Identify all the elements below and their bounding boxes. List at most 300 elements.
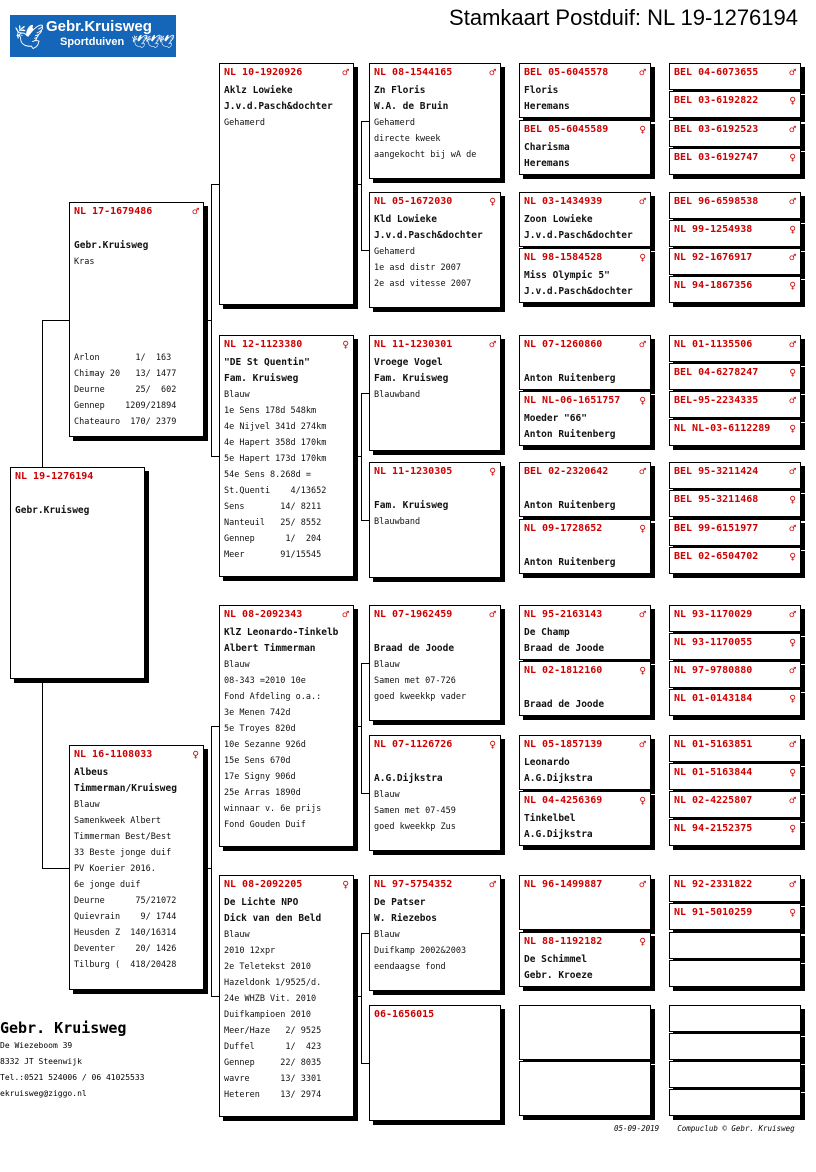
ring-number: NL 96-1499887 ♂ <box>524 878 646 891</box>
info-line <box>224 943 349 959</box>
ring-number: NL 91-5010259 ♀ <box>674 906 796 919</box>
info-line <box>74 797 199 813</box>
info-line <box>374 276 496 292</box>
sex-icon: ♀ <box>342 878 349 891</box>
ring-number: NL 19-1276194 <box>15 471 94 482</box>
ring-number: NL 08-1544165 ♂ <box>374 66 496 79</box>
pigeon-info: Duffel 1/ 423 <box>224 1042 322 1052</box>
ring-number <box>674 1091 796 1107</box>
info-line <box>224 753 349 769</box>
pigeon-name: J.v.d.Pasch&dochter <box>524 286 633 297</box>
ring-number: BEL 02-2320642 ♂ <box>524 465 646 478</box>
info-line <box>224 1023 349 1039</box>
info-line <box>224 467 349 483</box>
ring-number: NL 94-2152375 ♀ <box>674 822 796 835</box>
info-line <box>224 705 349 721</box>
pigeon-info: Gennep 1209/21894 <box>74 401 177 411</box>
pigeon-card[interactable] <box>219 335 354 577</box>
pigeon-card[interactable] <box>669 791 801 818</box>
sex-icon: ♀ <box>639 794 646 807</box>
pigeon-name: Anton Ruitenberg <box>524 557 616 568</box>
pigeon-info: Samenkweek Albert <box>74 816 161 826</box>
info-line <box>74 829 199 845</box>
ring-number: BEL 05-6045578 ♂ <box>524 66 646 79</box>
pigeon-info: Fond Afdeling o.a.: <box>224 692 322 702</box>
pigeon-name: A.G.Dijkstra <box>524 773 593 784</box>
pigeon-info: Samen met 07-459 <box>374 806 456 816</box>
ring-number: NL 04-4256369 ♀ <box>524 794 646 807</box>
page-title: Stamkaart Postduif: NL 19-1276194 <box>449 5 798 30</box>
connector-line <box>361 663 362 793</box>
info-line <box>74 957 199 973</box>
info-line <box>224 785 349 801</box>
sex-icon: ♀ <box>789 422 796 435</box>
ring-number: BEL 03-6192523 ♂ <box>674 123 796 136</box>
pigeon-card[interactable] <box>219 875 354 1117</box>
pigeon-name: Anton Ruitenberg <box>524 373 616 384</box>
connector-line <box>211 996 219 997</box>
connector-line <box>361 933 362 1063</box>
pigeon-info: 3e Menen 742d <box>224 708 291 718</box>
pigeon-name: Anton Ruitenberg <box>524 429 616 440</box>
pigeon-info: aangekocht bij wA de <box>374 150 477 160</box>
pigeon-card[interactable] <box>669 490 801 517</box>
pigeon-name: Vroege Vogel <box>374 357 443 368</box>
sex-icon: ♂ <box>489 878 496 891</box>
ring-number: NL 97-9780880 ♂ <box>674 664 796 677</box>
pigeon-name: De Patser <box>374 897 426 908</box>
ring-number: NL 92-2331822 ♂ <box>674 878 796 891</box>
ring-number: BEL 96-6598538 ♂ <box>674 195 796 208</box>
connector-line <box>354 996 361 997</box>
logo <box>10 15 176 57</box>
pigeon-name: A.G.Dijkstra <box>524 829 593 840</box>
sex-icon: ♀ <box>789 94 796 107</box>
pigeon-info: Blauwband <box>374 390 421 400</box>
pigeon-card[interactable] <box>519 605 651 660</box>
pigeon-card[interactable] <box>669 63 801 90</box>
info-line <box>374 787 496 803</box>
pigeon-info: Blauw <box>224 930 250 940</box>
ring-number: NL 03-1434939 ♂ <box>524 195 646 208</box>
sex-icon: ♂ <box>789 738 796 751</box>
sex-icon: ♀ <box>789 550 796 563</box>
connector-line <box>361 793 369 794</box>
pigeon-info: 4e Hapert 358d 170km <box>224 438 327 448</box>
info-line <box>374 228 496 244</box>
ring-number: NL 08-2092205 ♀ <box>224 878 349 891</box>
ring-number: 06-1656015 <box>374 1009 435 1020</box>
info-line <box>374 819 496 835</box>
pigeon-name: J.v.d.Pasch&dochter <box>374 230 483 241</box>
pigeon-card[interactable] <box>369 192 501 308</box>
info-line <box>74 382 199 398</box>
ring-number: NL 10-1920926 ♂ <box>224 66 349 79</box>
pigeon-info: eendaagse fond <box>374 962 446 972</box>
pigeon-card[interactable] <box>669 1005 801 1032</box>
sex-icon: ♀ <box>489 738 496 751</box>
info-line <box>374 927 496 943</box>
info-line <box>374 498 496 514</box>
pigeon-info: Blauw <box>224 660 250 670</box>
info-line <box>224 483 349 499</box>
pigeon-card[interactable] <box>669 819 801 846</box>
pigeon-info: Quievrain 9/ 1744 <box>74 912 177 922</box>
sex-icon: ♂ <box>639 465 646 478</box>
pigeon-card[interactable] <box>369 335 501 451</box>
pigeon-name: Gebr.Kruisweg <box>74 240 149 251</box>
connector-line <box>361 1063 369 1064</box>
sex-icon: ♀ <box>639 522 646 535</box>
info-line <box>524 498 646 514</box>
connector-line <box>361 121 369 122</box>
pigeon-name: Charisma <box>524 142 570 153</box>
pigeon-name: Braad de Joode <box>524 699 605 710</box>
info-line <box>524 625 646 641</box>
pigeon-card[interactable] <box>219 63 354 305</box>
info-line <box>224 625 349 641</box>
pigeon-card[interactable] <box>669 689 801 716</box>
ring-number: NL 98-1584528 ♀ <box>524 251 646 264</box>
pigeon-name: Fam. Kruisweg <box>224 373 299 384</box>
pigeon-info: 25e Arras 1890d <box>224 788 301 798</box>
pigeon-card[interactable] <box>669 462 801 489</box>
ring-number: NL 17-1679486 ♂ <box>74 205 199 218</box>
pigeon-name: Braad de Joode <box>374 643 455 654</box>
info-line <box>524 228 646 244</box>
pigeon-info: Blauw <box>374 790 400 800</box>
pigeon-card[interactable] <box>669 192 801 219</box>
pigeon-card[interactable] <box>69 202 204 437</box>
pigeon-info: Sens 14/ 8211 <box>224 502 322 512</box>
pigeon-card[interactable] <box>69 745 204 990</box>
pigeon-name: Aklz Lowieke <box>224 85 293 96</box>
ring-number <box>674 1035 796 1051</box>
pigeon-card[interactable] <box>369 875 501 991</box>
sex-icon: ♀ <box>639 664 646 677</box>
ring-number: NL 05-1857139 ♂ <box>524 738 646 751</box>
info-line <box>374 911 496 927</box>
pigeon-info: Blauw <box>374 930 400 940</box>
info-line <box>524 140 646 156</box>
sex-icon: ♂ <box>342 608 349 621</box>
pigeon-info: 6e jonge duif <box>74 880 141 890</box>
info-line <box>224 801 349 817</box>
pigeon-name: Floris <box>524 85 559 96</box>
sex-icon: ♂ <box>639 195 646 208</box>
pigeon-info: Chateauro 170/ 2379 <box>74 417 177 427</box>
pigeon-info: Gehamerd <box>374 118 415 128</box>
pigeon-info: winnaar v. 6e prijs <box>224 804 322 814</box>
info-line <box>374 641 496 657</box>
sex-icon: ♂ <box>789 251 796 264</box>
sex-icon: ♀ <box>489 465 496 478</box>
ring-number: NL 92-1676917 ♂ <box>674 251 796 264</box>
pigeon-info: goed kweekkp Zus <box>374 822 456 832</box>
info-line <box>224 657 349 673</box>
info-line <box>224 911 349 927</box>
ring-number: BEL 05-6045589 ♀ <box>524 123 646 136</box>
info-line <box>74 909 199 925</box>
ring-number: NL 97-5754352 ♂ <box>374 878 496 891</box>
pigeon-card[interactable] <box>669 661 801 688</box>
pigeon-card[interactable] <box>519 248 651 303</box>
pigeon-info: 15e Sens 670d <box>224 756 291 766</box>
ring-number <box>524 1063 646 1079</box>
info-line <box>74 893 199 909</box>
ring-number: NL 09-1728652 ♀ <box>524 522 646 535</box>
pigeon-card[interactable] <box>519 1005 651 1060</box>
info-line <box>74 350 199 366</box>
ring-number: NL 08-2092343 ♂ <box>224 608 349 621</box>
ring-number: BEL 03-6192747 ♀ <box>674 151 796 164</box>
info-line <box>374 115 496 131</box>
connector-line <box>211 184 219 185</box>
pigeon-name: De Lichte NPO <box>224 897 299 908</box>
sex-icon: ♂ <box>489 608 496 621</box>
connector-line <box>42 320 69 321</box>
pigeon-card[interactable] <box>669 735 801 762</box>
owner-block <box>0 1018 145 1102</box>
info-line <box>74 861 199 877</box>
pigeon-info: PV Koerier 2016. <box>74 864 156 874</box>
ring-number <box>674 1007 796 1023</box>
info-line <box>74 941 199 957</box>
pigeon-info: Meer 91/15545 <box>224 550 322 560</box>
pigeon-info: 2e asd vitesse 2007 <box>374 279 472 289</box>
info-line <box>74 781 199 797</box>
pigeon-card[interactable] <box>519 120 651 175</box>
info-line <box>524 771 646 787</box>
info-line <box>224 531 349 547</box>
pigeon-card[interactable] <box>669 363 801 390</box>
pigeon-card[interactable] <box>519 661 651 716</box>
pigeon-card[interactable] <box>669 419 801 446</box>
connector-line <box>361 393 362 520</box>
pigeon-info: Blauw <box>374 660 400 670</box>
connector-line <box>361 393 369 394</box>
pigeon-card[interactable] <box>519 932 651 987</box>
info-line <box>224 451 349 467</box>
pigeon-card[interactable] <box>669 120 801 147</box>
sex-icon: ♂ <box>639 878 646 891</box>
pigeon-card[interactable] <box>669 391 801 418</box>
pigeon-info: 54e Sens 8.268d = <box>224 470 311 480</box>
info-line <box>224 419 349 435</box>
pigeon-info: Hazeldonk 1/9525/d. <box>224 978 322 988</box>
info-line <box>374 147 496 163</box>
info-line <box>224 959 349 975</box>
sex-icon: ♀ <box>342 338 349 351</box>
sex-icon: ♂ <box>789 394 796 407</box>
pigeon-info: 5e Troyes 820d <box>224 724 296 734</box>
info-line <box>224 1039 349 1055</box>
pigeon-info: 2010 12xpr <box>224 946 276 956</box>
info-line <box>374 387 496 403</box>
owner-postcode: 8332 JT Steenwijk <box>0 1057 82 1066</box>
ring-number: NL 93-1170055 ♀ <box>674 636 796 649</box>
connector-line <box>354 726 361 727</box>
info-line <box>524 212 646 228</box>
pigeon-card[interactable] <box>369 462 501 578</box>
sex-icon: ♂ <box>639 608 646 621</box>
ring-number: NL 01-1135506 ♂ <box>674 338 796 351</box>
pigeon-card[interactable] <box>669 932 801 959</box>
pigeon-card[interactable] <box>669 1033 801 1060</box>
pigeon-card[interactable] <box>669 91 801 118</box>
sex-icon: ♀ <box>789 366 796 379</box>
logo-name: Gebr.Kruisweg <box>46 18 152 35</box>
ring-number: NL 11-1230301 ♂ <box>374 338 496 351</box>
sex-icon: ♀ <box>789 692 796 705</box>
info-line <box>224 547 349 563</box>
pigeon-card[interactable] <box>519 335 651 390</box>
pigeon-card[interactable] <box>519 519 651 574</box>
pigeon-card[interactable] <box>669 763 801 790</box>
connector-line <box>354 184 361 185</box>
sex-icon: ♂ <box>489 66 496 79</box>
pigeon-card[interactable] <box>669 1061 801 1088</box>
info-line <box>224 737 349 753</box>
ring-number <box>674 962 796 978</box>
info-line <box>524 268 646 284</box>
info-line <box>374 895 496 911</box>
info-line <box>524 641 646 657</box>
pigeon-card[interactable] <box>669 148 801 175</box>
connector-line <box>361 250 369 251</box>
pigeon-info: Nanteuil 25/ 8552 <box>224 518 322 528</box>
pigeon-card[interactable] <box>10 467 145 679</box>
info-line <box>224 1007 349 1023</box>
pigeon-name: Dick van den Beld <box>224 913 322 924</box>
pigeon-name: Miss Olympic 5" <box>524 270 610 281</box>
pigeon-card[interactable] <box>219 605 354 847</box>
info-line <box>224 817 349 833</box>
pigeon-card[interactable] <box>669 960 801 987</box>
connector-line <box>361 520 369 521</box>
pigeon-card[interactable] <box>369 735 501 851</box>
info-line <box>224 641 349 657</box>
pigeon-card[interactable] <box>519 63 651 118</box>
sex-icon: ♂ <box>342 66 349 79</box>
sex-icon: ♂ <box>789 664 796 677</box>
sex-icon: ♂ <box>639 338 646 351</box>
ring-number: BEL 95-3211424 ♂ <box>674 465 796 478</box>
pigeon-info: Deventer 20/ 1426 <box>74 944 177 954</box>
pigeon-info: 5e Hapert 173d 170km <box>224 454 327 464</box>
pigeon-card[interactable] <box>669 335 801 362</box>
ring-number: NL 07-1260860 ♂ <box>524 338 646 351</box>
info-line <box>224 403 349 419</box>
owner-email: ekruisweg@ziggo.nl <box>0 1089 87 1098</box>
pigeon-name: Zoon Lowieke <box>524 214 593 225</box>
sex-icon: ♀ <box>789 151 796 164</box>
info-line <box>224 387 349 403</box>
pigeon-card[interactable] <box>669 248 801 275</box>
pigeon-info: wavre 13/ 3301 <box>224 1074 322 1084</box>
pigeon-card[interactable] <box>669 875 801 902</box>
ring-number: BEL 04-6073655 ♂ <box>674 66 796 79</box>
pigeon-info: 1e Sens 178d 548km <box>224 406 317 416</box>
pigeon-name: Fam. Kruisweg <box>374 500 449 511</box>
pigeon-card[interactable] <box>669 220 801 247</box>
sex-icon: ♂ <box>789 794 796 807</box>
pigeon-card[interactable] <box>519 192 651 247</box>
pigeon-info: 10e Sezanne 926d <box>224 740 306 750</box>
pigeon-info: Deurne 75/21072 <box>74 896 177 906</box>
owner-phone: Tel.:0521 524006 / 06 41025533 <box>0 1073 145 1082</box>
info-line <box>524 83 646 99</box>
sex-icon: ♂ <box>789 608 796 621</box>
connector-line <box>211 456 219 457</box>
pigeon-card[interactable] <box>519 875 651 930</box>
pigeon-name: De Champ <box>524 627 570 638</box>
pigeon-card[interactable] <box>669 903 801 930</box>
pigeon-card[interactable] <box>369 605 501 721</box>
sex-icon: ♀ <box>789 766 796 779</box>
pigeon-card[interactable] <box>669 547 801 574</box>
pigeon-card[interactable] <box>519 391 651 446</box>
pigeon-card[interactable] <box>519 1061 651 1116</box>
pigeon-info: Meer/Haze 2/ 9525 <box>224 1026 322 1036</box>
pigeon-card[interactable] <box>369 1005 501 1121</box>
pigeon-card[interactable] <box>519 791 651 846</box>
ring-number: NL 95-2163143 ♂ <box>524 608 646 621</box>
info-line <box>224 895 349 911</box>
pigeon-card[interactable] <box>369 63 501 179</box>
pigeon-info: Timmerman Best/Best <box>74 832 172 842</box>
pigeon-card[interactable] <box>669 605 801 632</box>
sex-icon: ♂ <box>639 738 646 751</box>
pigeon-info: Duifkampioen 2010 <box>224 1010 311 1020</box>
pigeon-card[interactable] <box>669 519 801 546</box>
ring-number: NL 99-1254938 ♀ <box>674 223 796 236</box>
pigeon-info: Tilburg ( 418/20428 <box>74 960 177 970</box>
pigeon-card[interactable] <box>669 633 801 660</box>
ring-number: NL NL-06-1651757 ♀ <box>524 394 646 407</box>
pigeon-card[interactable] <box>669 1089 801 1116</box>
info-line <box>524 697 646 713</box>
pigeon-card[interactable] <box>519 462 651 517</box>
info-line <box>224 1087 349 1103</box>
sex-icon: ♀ <box>789 223 796 236</box>
pigeon-info: 08-343 =2010 10e <box>224 676 306 686</box>
pigeon-name: Anton Ruitenberg <box>524 500 616 511</box>
sex-icon: ♂ <box>789 123 796 136</box>
ring-number: BEL 99-6151977 ♂ <box>674 522 796 535</box>
pigeon-name: Fam. Kruisweg <box>374 373 449 384</box>
info-line <box>374 943 496 959</box>
info-line <box>224 515 349 531</box>
sex-icon: ♂ <box>489 338 496 351</box>
pigeon-card[interactable] <box>519 735 651 790</box>
pigeon-name: "DE St Quentin" <box>224 357 310 368</box>
sex-icon: ♂ <box>789 465 796 478</box>
pigeon-info: Gehamerd <box>224 118 265 128</box>
pigeon-name: W.A. de Bruin <box>374 101 449 112</box>
sex-icon: ♀ <box>639 251 646 264</box>
ring-number: NL 05-1672030 ♀ <box>374 195 496 208</box>
info-line <box>224 1055 349 1071</box>
info-line <box>524 284 646 300</box>
ring-number: BEL 02-6504702 ♀ <box>674 550 796 563</box>
pigeon-info: 1e asd distr 2007 <box>374 263 461 273</box>
connector-line <box>211 726 219 727</box>
info-line <box>74 238 199 254</box>
pigeon-card[interactable] <box>669 276 801 303</box>
sex-icon: ♀ <box>789 279 796 292</box>
pigeon-info: Blauwband <box>374 517 421 527</box>
